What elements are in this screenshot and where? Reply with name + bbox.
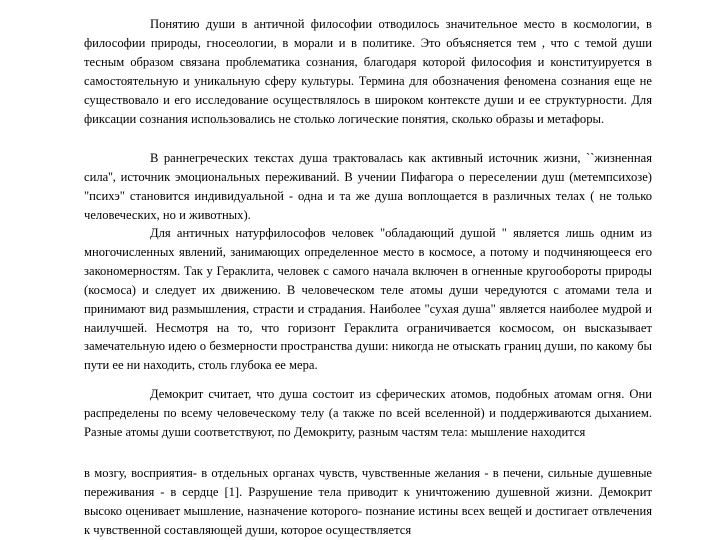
paragraph-text: Демокрит считает, что душа состоит из сферических атомов, подобных атомам огня. Они распределены по всему человеческому телу (а также по всей вселенной) и поддерживаются дыханием. Разные атомы души соответствуют, по Демокриту, разным частям тела: мышление находится	[84, 387, 652, 439]
paragraph-text: Для античных натурфилософов человек "обладающий душой " является лишь одним из многочисленных явлений, занимающих определенное место в космосе, а потому и подчиняющееся его закономерностям. Так у Гераклита, человек с самого начала включен в огненные кругообороты природы (космоса) и следует их движению. В человеческом теле атомы души чередуются с атомами тела и принимают вид размышления, страсти и страдания. Наиболее "сухая душа" является наиболее мудрой и наилучшей. Несмотря на то, что горизонт Гераклита ограничивается космосом, он высказывает замечательную идею о безмерности пространства души: никогда не отыскать границ души, по какому бы пути ее ни находить, столь глубока ее мера.	[84, 226, 652, 373]
paragraph-democritus	[84, 385, 652, 442]
paragraph-soul-in-antique-philosophy	[84, 15, 652, 128]
paragraph-natural-philosophers	[84, 224, 652, 375]
paragraph-continuation	[84, 464, 652, 540]
paragraph-text: В раннегреческих текстах душа трактовалась как активный источник жизни, ``жизненная сила'', источник эмоциональных переживаний. В учении Пифагора о переселении душ (метемпсихозе) "психэ" становится индивидуальной - одна и та же душа воплощается в различных телах ( не только человеческих, но и животных).	[84, 151, 652, 222]
paragraph-early-greek-texts	[84, 149, 652, 225]
paragraph-text: Понятию души в античной философии отводилось значительное место в космологии, в философии природы, гносеологии, в морали и в политике. Это объясняется тем , что с темой души тесным образом связана проблематика сознания, благодаря которой философия и конституируется в самостоятельную и уникальную сферу культуры. Термина для обозначения феномена сознания еще не существовало и его исследование осуществлялось в широком контексте души и ее структурности. Для фиксации сознания использовались не столько логические понятия, сколько образы и метафоры.	[84, 17, 652, 126]
paragraph-text: в мозгу, восприятия- в отдельных органах чувств, чувственные желания - в печени, сильные душевные переживания - в сердце [1]. Разрушение тела приводит к уничтожению душевной жизни. Демокрит высоко оценивает мышление, назначение которого- познание истины всех вещей и достигает отвлечения к чувственной составляющей души, которое осуществляется	[84, 466, 652, 537]
